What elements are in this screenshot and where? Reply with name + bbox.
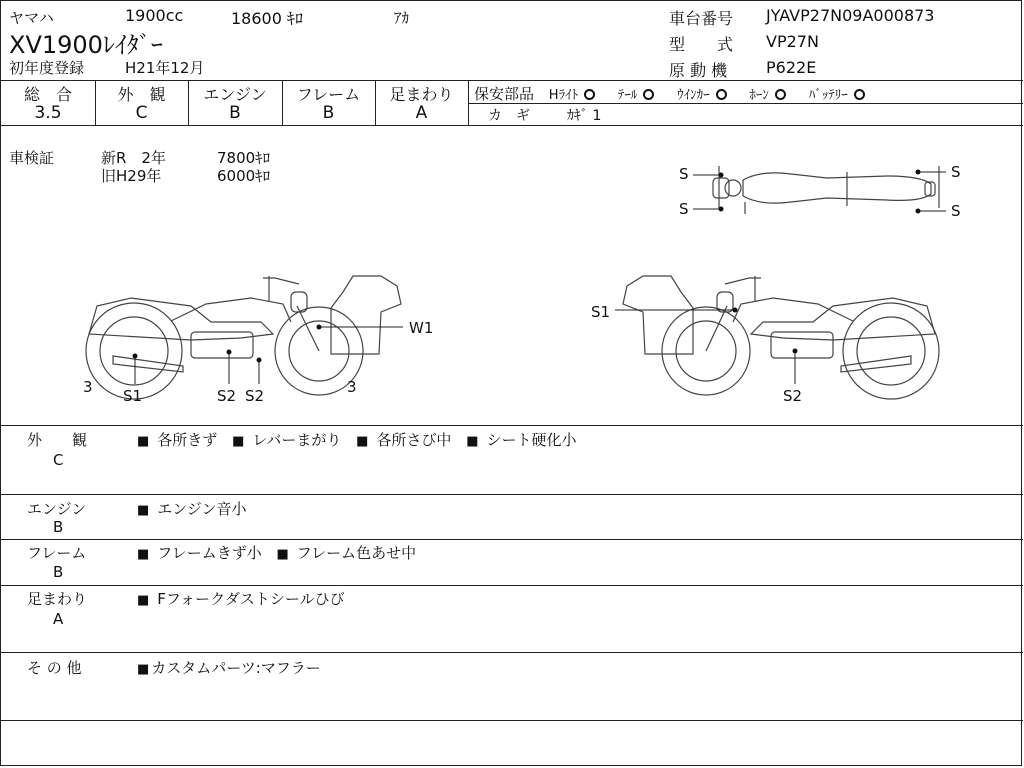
overall-label: 総 合 [23,85,72,104]
inspection-new-label: 新R 2年 [101,149,166,167]
exterior-value: C [135,103,148,123]
suspension-grade-value: A [415,103,428,123]
remark-frame-notes: ■ フレームきず小 ■ フレーム色あせ中 [137,544,417,562]
mileage: 18600 ｷﾛ [231,9,303,28]
model-code-value: VP27N [766,32,819,51]
inspection-label: 車検証 [9,149,55,167]
remark-engine-label: エンジン [27,500,87,518]
grade-table-top [1,80,1023,81]
inspection-new-value: 7800ｷﾛ [217,149,271,167]
remark-engine-notes: ■ エンジン音小 [137,500,247,518]
suspension-grade-label: 足まわり [389,85,454,104]
key-value: ｶｷﾞ 1 [567,108,602,124]
frame-no-label: 車台番号 [669,9,734,28]
safety-parts-label: 保安部品 [474,85,535,103]
mark-top-s3: S [951,163,961,181]
exterior-label: 外 観 [117,85,166,104]
ok-circle-icon [854,89,865,100]
remark-exterior-grade: C [53,451,64,469]
inspection-old-value: 6000ｷﾛ [217,167,271,185]
remark-suspension-label: 足まわり [27,590,88,608]
mark-left-s1: S1 [123,387,143,405]
ok-circle-icon [643,89,654,100]
remark-exterior-label: 外 観 [27,431,88,449]
damage-markers [133,170,921,363]
first-registration-value: H21年12月 [125,59,205,77]
remark-frame-grade: B [53,563,64,581]
mark-left-w1: W1 [409,319,434,337]
model-code-label: 型 式 [669,35,734,54]
engine-label: 原 動 機 [669,61,728,80]
remark-engine-grade: B [53,518,64,536]
part-tail: ﾃｰﾙ [618,85,655,103]
inspection-old-label: 旧H29年 [101,167,162,185]
remark-frame-label: フレーム [27,544,87,562]
top-view-motorcycle [713,166,939,214]
mark-right-s2: S2 [783,387,803,405]
mark-top-s2: S [679,200,689,218]
remark-other-notes: ■ カスタムパーツ:マフラー [137,659,321,677]
part-battery: ﾊﾞｯﾃﾘｰ [809,85,865,103]
right-side-motorcycle [623,276,939,399]
ok-circle-icon [775,89,786,100]
overall-value: 3.5 [34,103,62,123]
remark-suspension-notes: ■ Fフォークダストシールひび [137,590,345,608]
remark-suspension-grade: A [53,610,64,628]
damage-leader-lines [135,172,946,384]
damage-diagram [1,126,1023,426]
color: ｱｶ [394,9,410,27]
part-headlight: Hﾗｲﾄ [549,85,595,103]
remark-exterior-notes: ■ 各所きず ■ レバーまがり ■ 各所さび中 ■ シート硬化小 [137,431,577,449]
frame-grade-value: B [322,103,335,123]
mark-left-s2a: S2 [217,387,237,405]
mark-right-s1: S1 [591,303,611,321]
part-winker: ｳｲﾝｶｰ [677,85,727,103]
model-name: XV1900ﾚｲﾀﾞｰ [9,31,163,59]
frame-no-value: JYAVP27N09A000873 [766,6,935,25]
ok-circle-icon [716,89,727,100]
mark-left-3a: 3 [83,378,93,396]
mark-top-s4: S [951,202,961,220]
ok-circle-icon [584,89,595,100]
mark-top-s1: S [679,165,689,183]
mark-left-3b: 3 [347,378,357,396]
part-horn: ﾎｰﾝ [749,85,786,103]
first-registration-label: 初年度登録 [9,59,85,77]
displacement: 1900cc [125,6,184,25]
engine-grade-value: B [229,103,241,123]
engine-value: P622E [766,58,817,77]
engine-grade-label: エンジン [203,85,267,104]
safety-parts [474,83,865,104]
mark-left-s2b: S2 [245,387,265,405]
maker: ヤマハ [9,9,54,27]
remark-other-label: そ の 他 [27,659,82,677]
frame-grade-label: フレーム [296,85,361,104]
key-label: カ ギ [488,108,530,124]
